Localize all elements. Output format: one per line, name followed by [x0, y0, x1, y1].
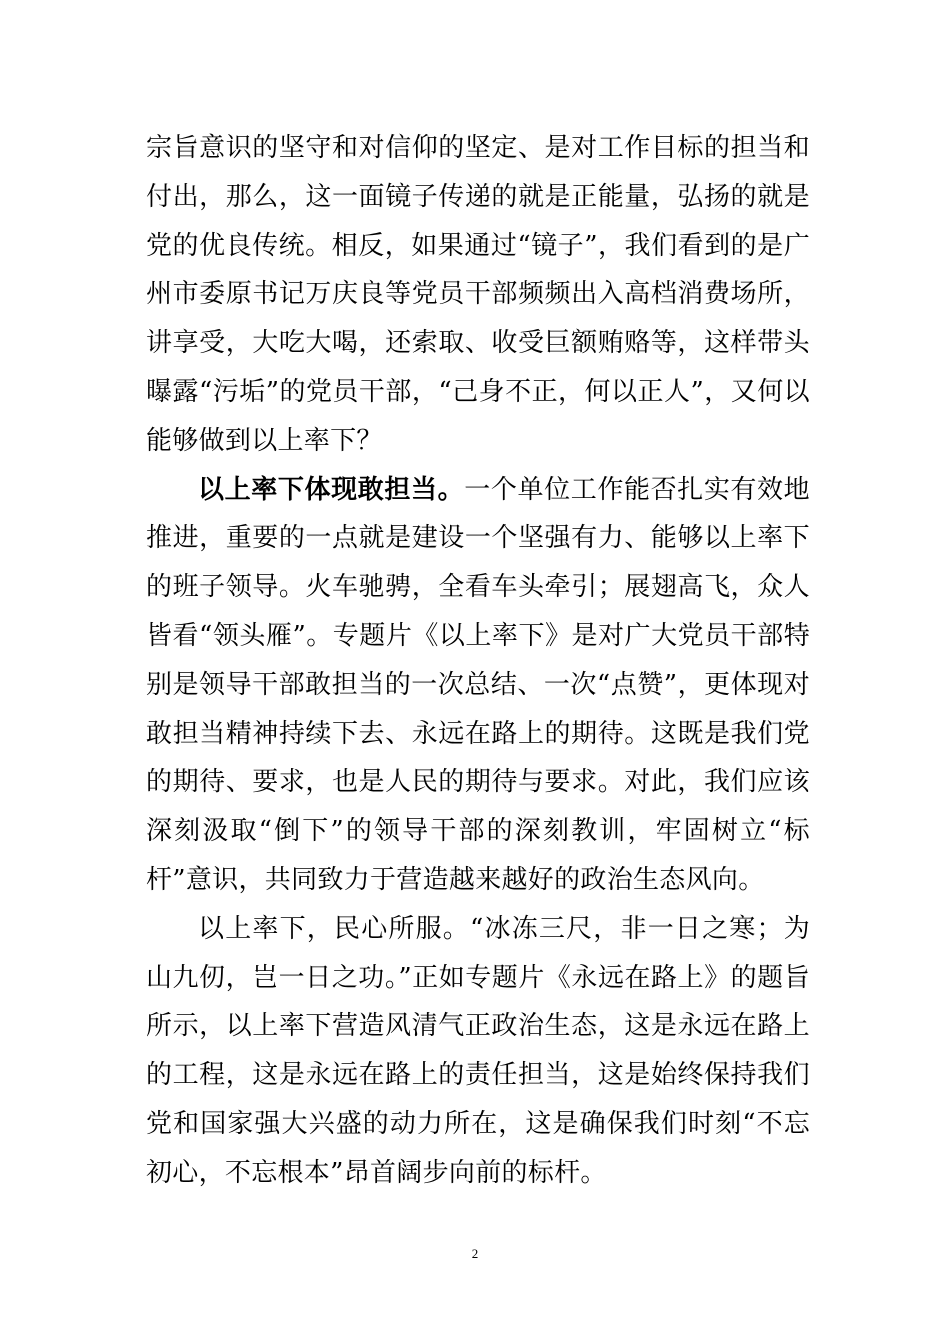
paragraph-text: 宗旨意识的坚守和对信仰的坚定、是对工作目标的担当和付出，那么，这一面镜子传递的就是正能量，弘扬的就是党的优良传统。相反，如果通过“镜子”，我们看到的是广州市委原书记万庆良等党员干部频频出入高档消费场所，讲享受，大吃大喝，还索取、收受巨额贿赂等，这样带头曝露“污垢”的党员干部，“己身不正，何以正人”，又何以能够做到以上率下？ — [146, 133, 810, 456]
body-text — [146, 124, 810, 1198]
paragraph-text: 一个单位工作能否扎实有效地推进，重要的一点就是建设一个坚强有力、能够以上率下的班子领导。火车驰骋，全看车头牵引；展翅高飞，众人皆看“领头雁”。专题片《以上率下》是对广大党员干部特别是领导干部敢担当的一次总结、一次“点赞”，更体现对敢担当精神持续下去、永远在路上的期待。这既是我们党的期待、要求，也是人民的期待与要求。对此，我们应该深刻汲取“倒下”的领导干部的深刻教训，牢固树立“标杆”意识，共同致力于营造越来越好的政治生态风向。 — [146, 474, 810, 895]
paragraph-text: 以上率下，民心所服。“冰冻三尺，非一日之寒；为山九仞，岂一日之功。”正如专题片《永远在路上》的题旨所示，以上率下营造风清气正政治生态，这是永远在路上的工程，这是永远在路上的责任担当，这是始终保持我们党和国家强大兴盛的动力所在，这是确保我们时刻“不忘初心，不忘根本”昂首阔步向前的标杆。 — [146, 913, 810, 1188]
paragraph-lead-heading — [146, 466, 810, 905]
paragraph-closing — [146, 905, 810, 1198]
page-number: 2 — [471, 1246, 479, 1261]
paragraph-lead: 以上率下体现敢担当。 — [198, 474, 465, 505]
paragraph-continued — [146, 124, 810, 466]
